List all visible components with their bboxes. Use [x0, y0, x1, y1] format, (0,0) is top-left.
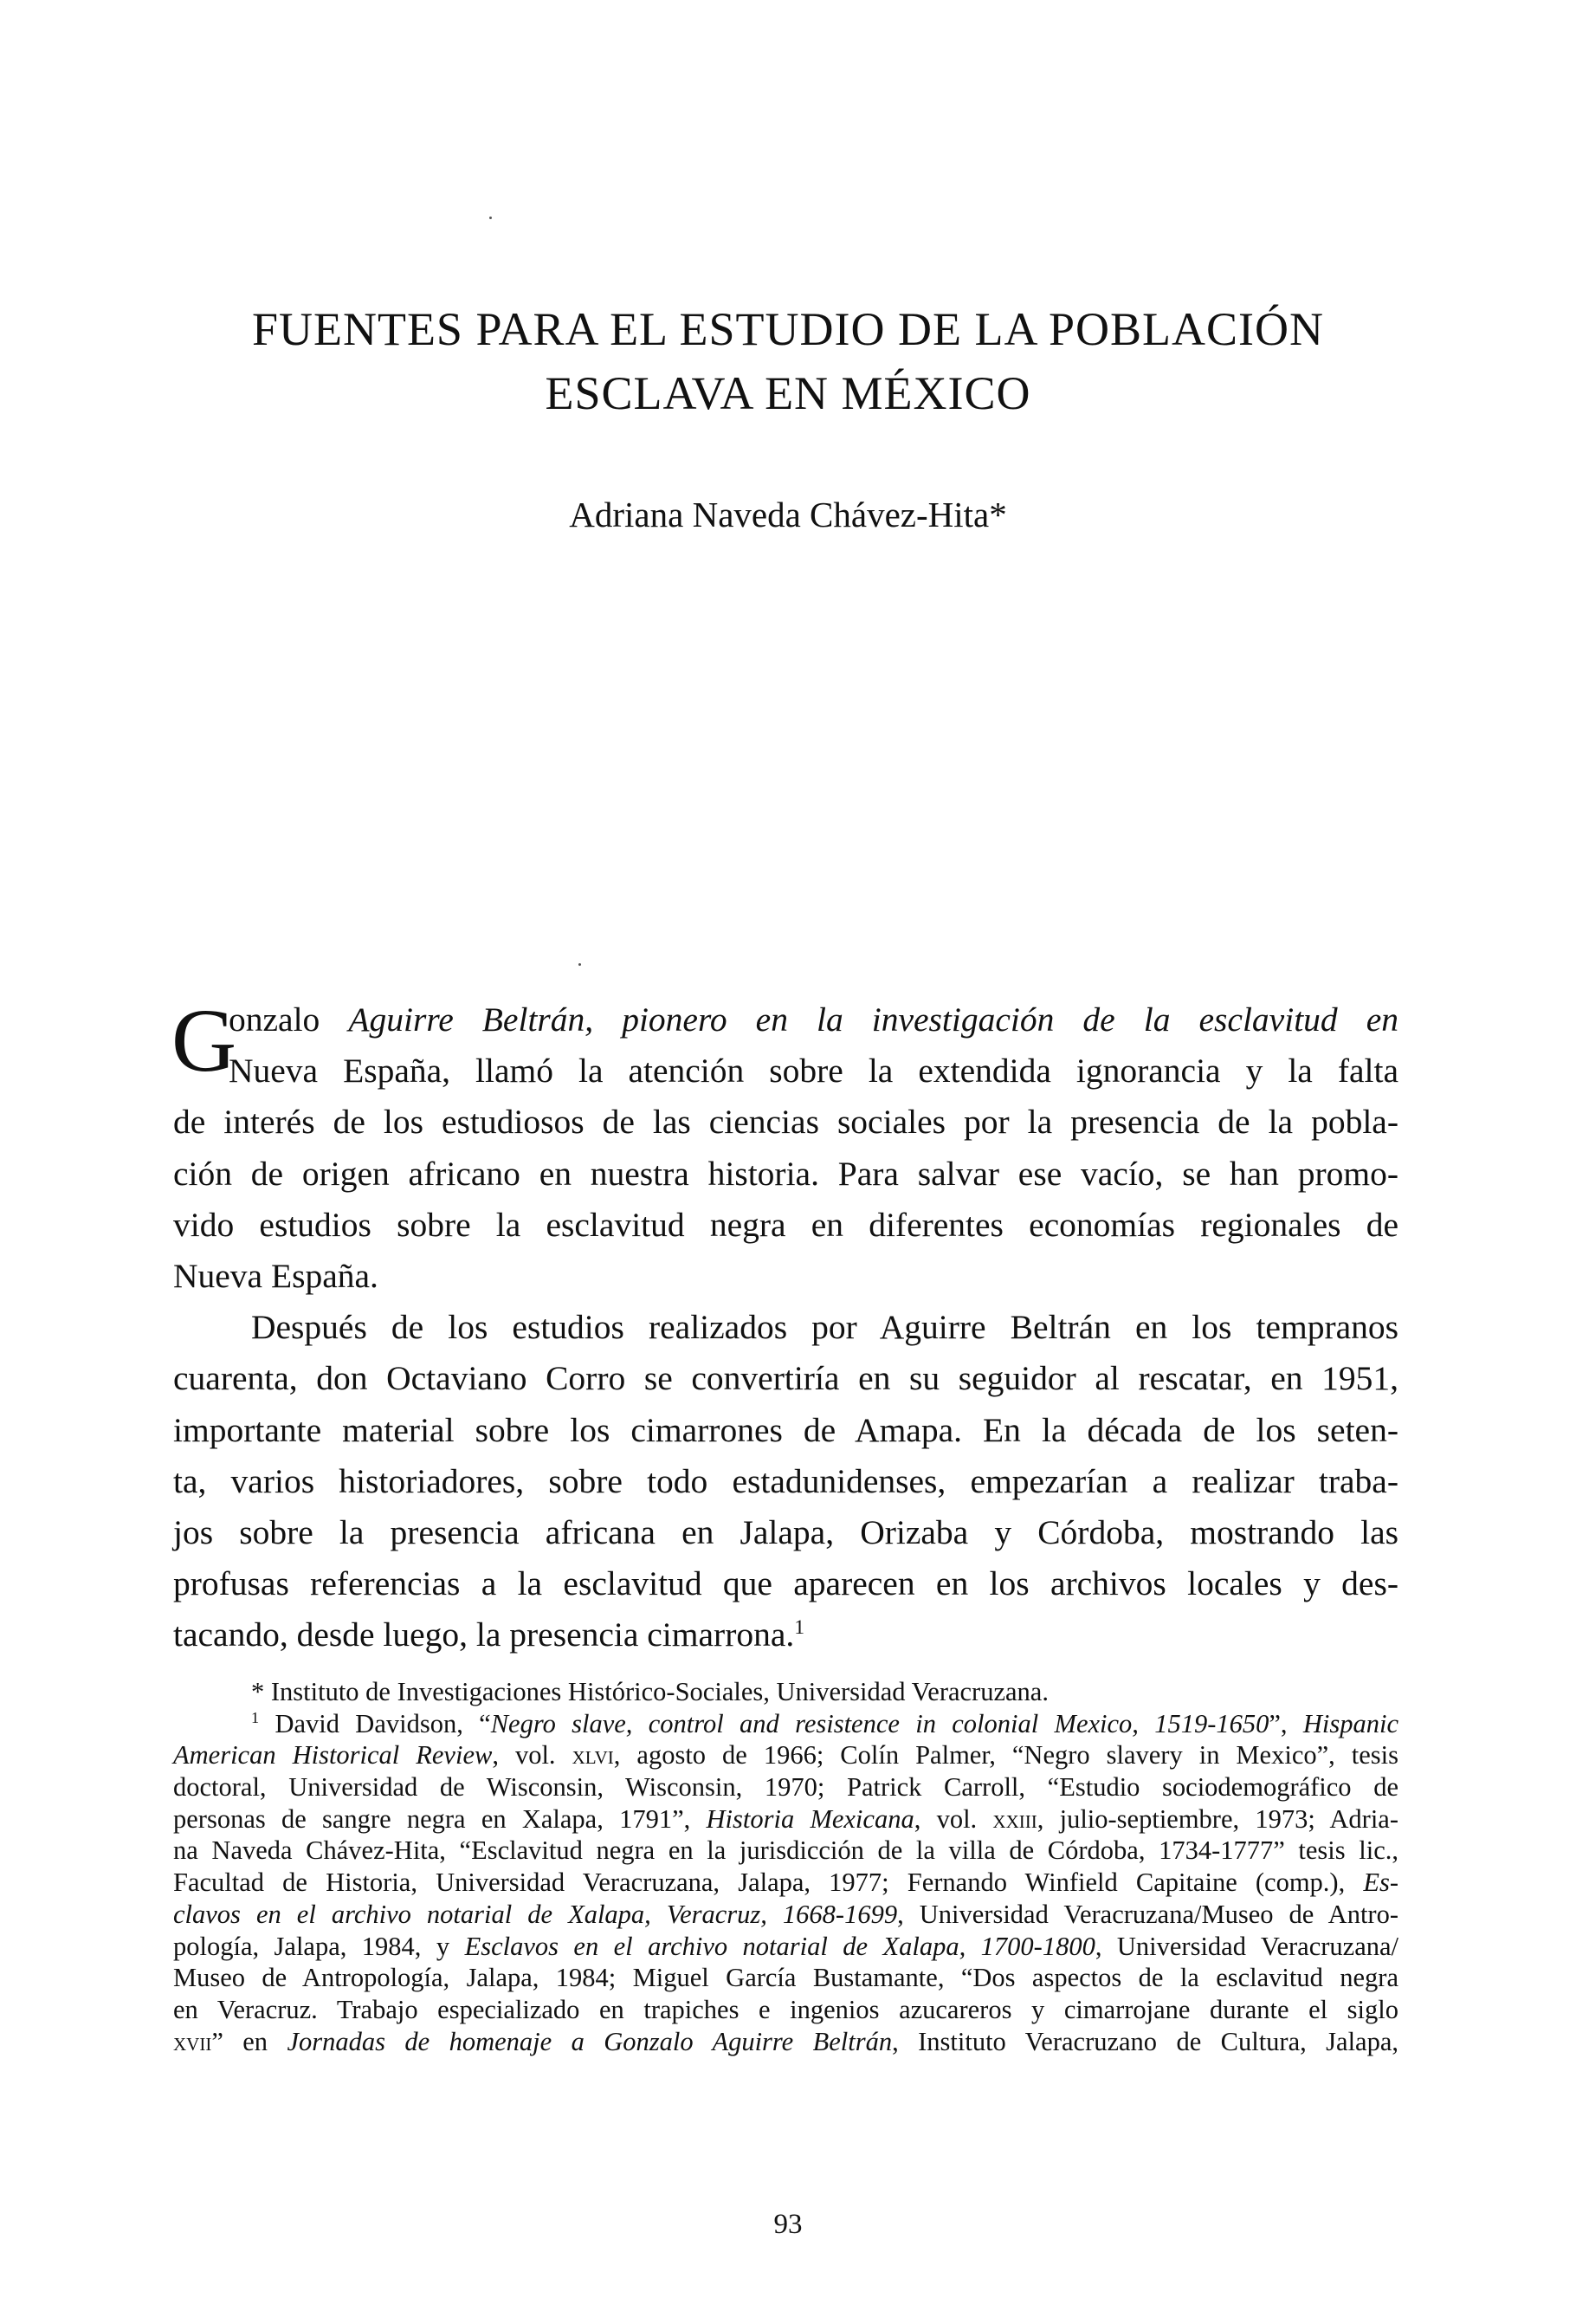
footnote-line: en Veracruz. Trabajo especializado en trapiches e ingenios azucareros y cimarrojane durante el siglo	[173, 1994, 1398, 2024]
text-line: Después de los estudios realizados por Aguirre Beltrán en los tempranos	[251, 1308, 1398, 1347]
text-line: vido estudios sobre la esclavitud negra en diferentes economías regionales de	[173, 1205, 1398, 1244]
paragraph-2	[173, 1302, 1398, 1660]
drop-cap: G	[171, 991, 237, 1091]
footnote-line: American Historical Review, vol. xlvi, agosto de 1966; Colín Palmer, “Negro slavery in Mexico”, tesis	[173, 1740, 1398, 1771]
text-line: tacando, desde luego, la presencia cimarrona.$^1$	[173, 1615, 805, 1654]
footnotes	[173, 1676, 1398, 2057]
footnote-line: pología, Jalapa, 1984, y Esclavos en el archivo notarial de Xalapa, 1700-1800, Universidad Veracruzana/	[173, 1931, 1399, 1961]
text-line: onzalo Aguirre Beltrán, pionero en la investigación de la esclavitud en	[229, 1000, 1398, 1039]
text-line: profusas referencias a la esclavitud que aparecen en los archivos locales y des-	[173, 1564, 1398, 1603]
footnote-line: xvii” en Jornadas de homenaje a Gonzalo Aguirre Beltrán, Instituto Veracruzano de Cultura, Jalapa,	[173, 2026, 1398, 2056]
text-line: Nueva España.	[173, 1256, 378, 1295]
article-title	[173, 297, 1403, 425]
title-line-2: ESCLAVA EN MÉXICO	[545, 367, 1031, 419]
paragraph-1	[171, 991, 1398, 1302]
footnote-line: clavos en el archivo notarial de Xalapa, Veracruz, 1668-1699, Universidad Veracruzana/Museo de Antro-	[173, 1899, 1398, 1929]
title-line-1: FUENTES PARA EL ESTUDIO DE LA POBLACIÓN	[251, 303, 1325, 355]
footnote-line: $^1$ David Davidson, “Negro slave, control and resistence in colonial Mexico, 1519-1650”, Hispanic	[251, 1708, 1399, 1738]
text-line: importante material sobre los cimarrones de Amapa. En la década de los seten-	[173, 1410, 1398, 1449]
text-line: ta, varios historiadores, sobre todo estadunidenses, empezarían a realizar traba-	[173, 1461, 1398, 1500]
footnote-line: * Instituto de Investigaciones Histórico-Sociales, Universidad Veracruzana.	[251, 1677, 1049, 1706]
footnote-line: doctoral, Universidad de Wisconsin, Wisconsin, 1970; Patrick Carroll, “Estudio sociodemográfico de	[173, 1772, 1398, 1803]
text-line: de interés de los estudiosos de las ciencias sociales por la presencia de la pobla-	[173, 1103, 1398, 1142]
text-line: cuarenta, don Octaviano Corro se convertiría en su seguidor al rescatar, en 1951,	[173, 1359, 1398, 1398]
scan-speck	[578, 963, 581, 966]
text-line: jos sobre la presencia africana en Jalapa, Orizaba y Córdoba, mostrando las	[173, 1512, 1398, 1551]
footnote-line: Facultad de Historia, Universidad Veracruzana, Jalapa, 1977; Fernando Winfield Capitaine (comp.), Es-	[173, 1868, 1398, 1898]
scan-speck	[489, 217, 492, 219]
text-line: ción de origen africano en nuestra historia. Para salvar ese vacío, se han promo-	[173, 1154, 1398, 1193]
body-text	[171, 991, 1398, 1660]
footnote-line: na Naveda Chávez-Hita, “Esclavitud negra en la jurisdicción de la villa de Córdoba, 1734-1777” tesis lic.,	[173, 1835, 1398, 1866]
author-name: Adriana Naveda Chávez-Hita*	[569, 495, 1007, 534]
footnote-line: personas de sangre negra en Xalapa, 1791”, Historia Mexicana, vol. xxiii, julio-septiembre, 1973; Adria-	[173, 1803, 1399, 1834]
footnote-line: Museo de Antropología, Jalapa, 1984; Miguel García Bustamante, “Dos aspectos de la esclavitud negra	[173, 1963, 1398, 1993]
text-line: Nueva España, llamó la atención sobre la extendida ignorancia y la falta	[229, 1052, 1398, 1091]
page-number: 93	[773, 2209, 803, 2240]
